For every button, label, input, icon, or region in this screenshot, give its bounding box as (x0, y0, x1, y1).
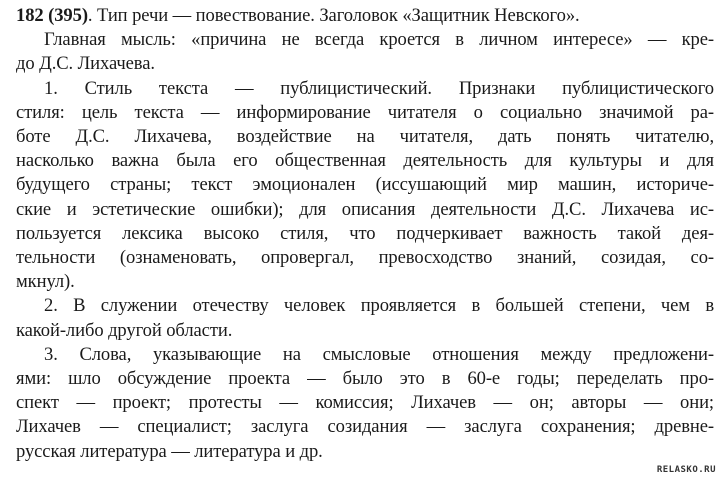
text-line: тельности (ознаменовать, опровергал, превосходство знаний, созидая, со- (16, 247, 714, 269)
text-line: стиля: цель текста — информирование читателя о социально значимой ра- (16, 101, 714, 123)
text-line: пользуется лексика высоко стиля, что подчеркивает важность такой дея- (16, 222, 714, 244)
text-line: Главная мысль: «причина не всегда кроется в личном интересе» — кре- (44, 29, 714, 51)
text-line: мкнул). (16, 271, 75, 293)
text-line: 1. Стиль текста — публицистический. Признаки публицистического (44, 77, 714, 99)
text-line: до Д.С. Лихачева. (16, 53, 155, 75)
text-line: Лихачев — специалист; заслуга созидания — заслуга сохранения; древне- (16, 416, 714, 438)
text-line: 3. Слова, указывающие на смысловые отношения между предложени- (44, 343, 714, 365)
text-line: насколько важна была его общественная деятельность для культуры и для (16, 150, 714, 172)
text-line: боте Д.С. Лихачева, воздействие на читателя, дать понять читателю, (16, 126, 714, 148)
heading-line (16, 4, 714, 28)
watermark: RELASKO.RU (656, 465, 716, 475)
text-line: русская литература — литература и др. (16, 440, 323, 462)
exercise-number: 182 (395) (16, 5, 88, 26)
text-line: какой-либо другой области. (16, 319, 233, 341)
text-line: ями: шло обсуждение проекта — было это в 60-е годы; переделать про- (16, 368, 714, 390)
text-line: спект — проект; протесты — комиссия; Лихачев — он; авторы — они; (16, 392, 714, 414)
heading-text: . Тип речи — повествование. Заголовок «Защитник Невского». (87, 5, 580, 26)
text-line: ские и эстетические ошибки); для описания деятельности Д.С. Лихачева ис- (16, 198, 714, 220)
text-line: 2. В служении отечеству человек проявляется в большей степени, чем в (44, 295, 714, 317)
document-body (16, 4, 714, 464)
text-line: будущего страны; текст эмоционален (иссушающий мир машин, историче- (16, 174, 714, 196)
